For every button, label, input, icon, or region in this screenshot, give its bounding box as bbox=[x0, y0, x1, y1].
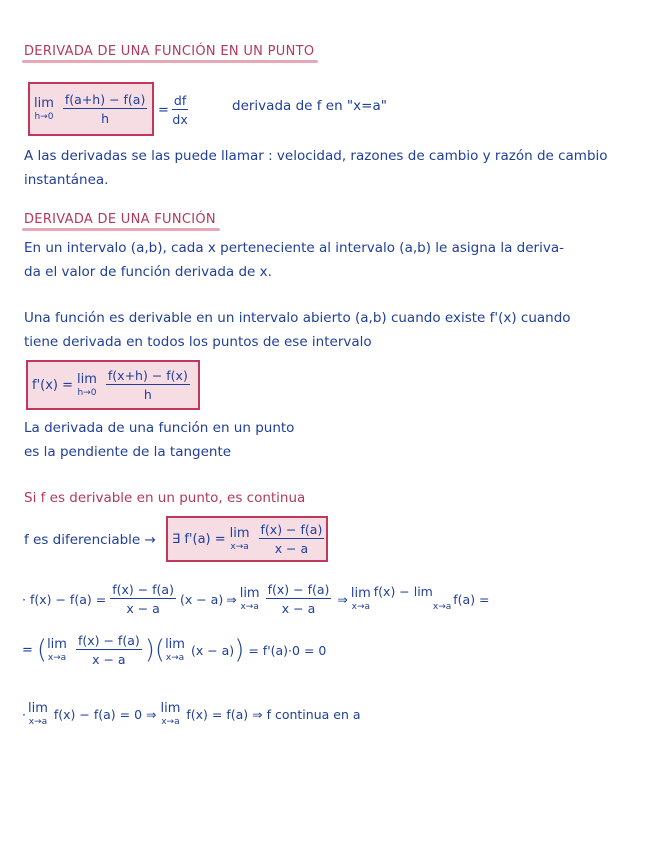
text-f-diferenciable: f es diferenciable → bbox=[24, 532, 156, 548]
limit-operator: lim h→0 bbox=[34, 95, 54, 122]
paragraph-pendiente-line1: La derivada de una función en un punto bbox=[24, 420, 295, 436]
equation-line-1: · f(x) − f(a) = $\frac{f(x) - f(a)}{x - a}$ (x − a) ⇒ lim x→a $\frac{f(x) - f(a)}{x - a}$ ⇒ lim x→a f(x) − lim x→a f(a) = bbox=[22, 581, 490, 616]
paragraph-derivable-continua: Si f es derivable en un punto, es continua bbox=[24, 490, 306, 506]
formula-exists-derivative: ∃ f'(a) = lim x→a $\frac{f(x) - f(a)}{x - a}$ bbox=[172, 521, 323, 556]
paragraph-nombres-derivada-line1: A las derivadas se las puede llamar : velocidad, razones de cambio y razón de cambio bbox=[24, 148, 608, 164]
equation-line-2: = ( lim x→a $\frac{f(x) - f(a)}{x - a}$ ) ( lim x→a (x − a) ) = f'(a)·0 = 0 bbox=[22, 632, 327, 667]
paragraph-nombres-derivada-line2: instantánea. bbox=[24, 172, 109, 188]
formula-derivative-at-point bbox=[34, 88, 150, 130]
heading-derivada-en-un-punto: DERIVADA DE UNA FUNCIÓN EN UN PUNTO bbox=[24, 44, 315, 59]
heading-derivada-de-una-funcion: DERIVADA DE UNA FUNCIÓN bbox=[24, 212, 216, 227]
formula-df-dx: = $\frac{df}{dx}$ bbox=[158, 92, 188, 127]
paragraph-intervalo-line2: da el valor de función derivada de x. bbox=[24, 264, 272, 280]
paragraph-intervalo-line1: En un intervalo (a,b), cada x perteneciente al intervalo (a,b) le asigna la deriva- bbox=[24, 240, 564, 256]
formula-derivative-function: f'(x) = lim h→0 $\frac{f(x+h) - f(x)}{h}$ bbox=[32, 367, 188, 402]
equation-line-3: · lim x→a f(x) − f(a) = 0 ⇒ lim x→a f(x) = f(a) ⇒ f continua en a bbox=[22, 700, 361, 727]
paragraph-derivable-line1: Una función es derivable en un intervalo abierto (a,b) cuando existe f'(x) cuando bbox=[24, 310, 571, 326]
caption-derivada-en-x-a: derivada de f en "x=a" bbox=[232, 98, 387, 114]
paragraph-derivable-line2: tiene derivada en todos los puntos de ese intervalo bbox=[24, 334, 372, 350]
difference-quotient: $\frac{f(a+h) - f(a)}{h}$ bbox=[64, 91, 146, 126]
paragraph-pendiente-line2: es la pendiente de la tangente bbox=[24, 444, 232, 460]
